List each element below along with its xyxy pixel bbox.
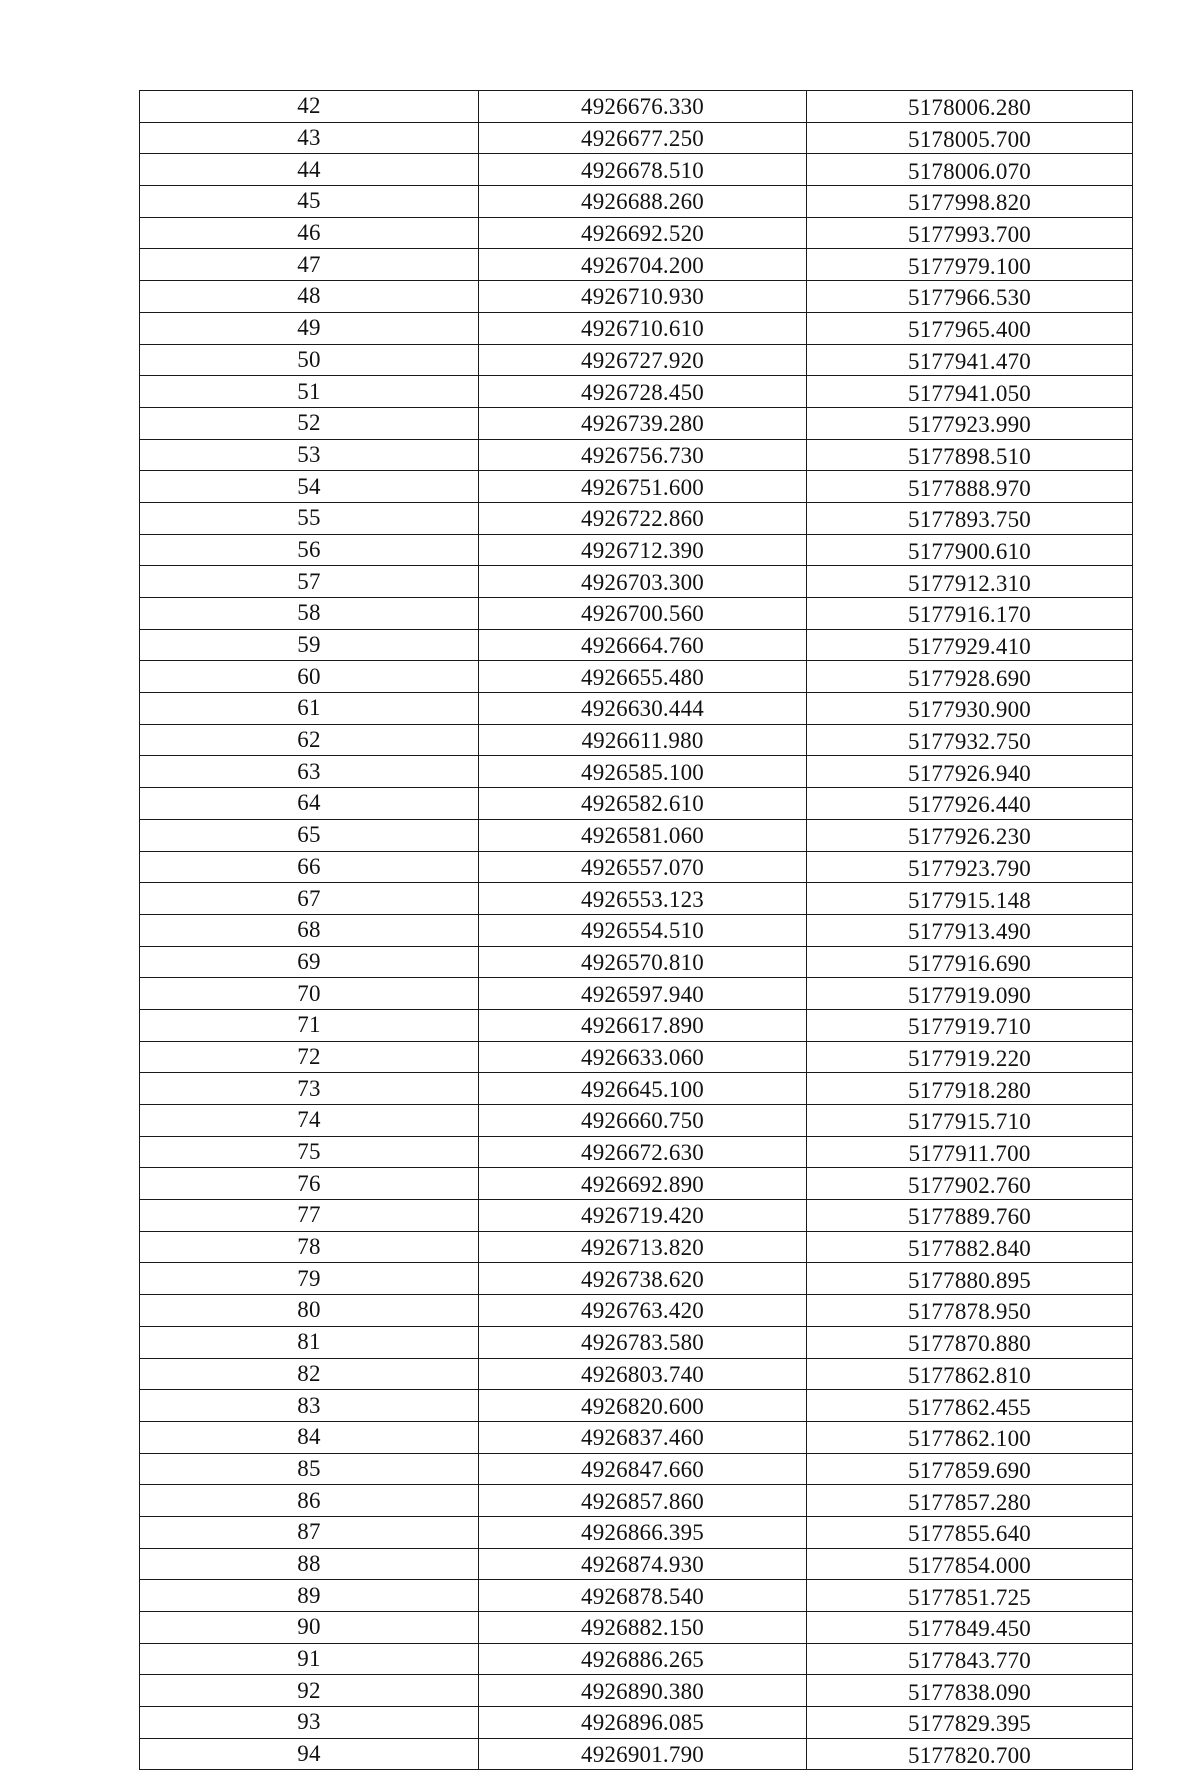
table-row (140, 1421, 1133, 1453)
point-number-cell: 73 (140, 1073, 479, 1105)
table-row (140, 1009, 1133, 1041)
point-number-cell: 65 (140, 819, 479, 851)
point-number-cell: 93 (140, 1707, 479, 1739)
x-coordinate-cell: 4926664.760 (479, 629, 807, 661)
y-coordinate-cell: 5177966.530 (807, 281, 1133, 313)
x-coordinate-cell: 4926597.940 (479, 978, 807, 1010)
y-coordinate-cell: 5177998.820 (807, 186, 1133, 218)
x-coordinate-cell: 4926692.890 (479, 1168, 807, 1200)
x-coordinate-cell: 4926719.420 (479, 1200, 807, 1232)
table-row (140, 1358, 1133, 1390)
x-coordinate-cell: 4926703.300 (479, 566, 807, 598)
table-row (140, 914, 1133, 946)
y-coordinate-cell: 5177919.220 (807, 1041, 1133, 1073)
point-number-cell: 47 (140, 249, 479, 281)
y-coordinate-cell: 5177928.690 (807, 661, 1133, 693)
y-coordinate-cell: 5177893.750 (807, 502, 1133, 534)
x-coordinate-cell: 4926847.660 (479, 1453, 807, 1485)
point-number-cell: 56 (140, 534, 479, 566)
table-row (140, 1516, 1133, 1548)
table-row (140, 439, 1133, 471)
y-coordinate-cell: 5178005.700 (807, 122, 1133, 154)
x-coordinate-cell: 4926553.123 (479, 883, 807, 915)
y-coordinate-cell: 5177851.725 (807, 1580, 1133, 1612)
table-row (140, 1041, 1133, 1073)
table-row (140, 1168, 1133, 1200)
point-number-cell: 80 (140, 1295, 479, 1327)
point-number-cell: 57 (140, 566, 479, 598)
table-row (140, 978, 1133, 1010)
table-row (140, 154, 1133, 186)
y-coordinate-cell: 5177902.760 (807, 1168, 1133, 1200)
x-coordinate-cell: 4926727.920 (479, 344, 807, 376)
y-coordinate-cell: 5177854.000 (807, 1548, 1133, 1580)
x-coordinate-cell: 4926738.620 (479, 1263, 807, 1295)
point-number-cell: 85 (140, 1453, 479, 1485)
point-number-cell: 66 (140, 851, 479, 883)
y-coordinate-cell: 5177919.090 (807, 978, 1133, 1010)
y-coordinate-cell: 5177923.990 (807, 407, 1133, 439)
table-row (140, 312, 1133, 344)
x-coordinate-cell: 4926890.380 (479, 1675, 807, 1707)
table-row (140, 91, 1133, 123)
table-row (140, 629, 1133, 661)
y-coordinate-cell: 5177838.090 (807, 1675, 1133, 1707)
table-row (140, 502, 1133, 534)
point-number-cell: 74 (140, 1105, 479, 1137)
y-coordinate-cell: 5177941.470 (807, 344, 1133, 376)
point-number-cell: 60 (140, 661, 479, 693)
y-coordinate-cell: 5177941.050 (807, 376, 1133, 408)
table-row (140, 471, 1133, 503)
point-number-cell: 68 (140, 914, 479, 946)
table-row (140, 724, 1133, 756)
table-row (140, 1580, 1133, 1612)
x-coordinate-cell: 4926672.630 (479, 1136, 807, 1168)
y-coordinate-cell: 5178006.280 (807, 91, 1133, 123)
point-number-cell: 62 (140, 724, 479, 756)
point-number-cell: 89 (140, 1580, 479, 1612)
y-coordinate-cell: 5177888.970 (807, 471, 1133, 503)
point-number-cell: 63 (140, 756, 479, 788)
y-coordinate-cell: 5177926.940 (807, 756, 1133, 788)
y-coordinate-cell: 5177857.280 (807, 1485, 1133, 1517)
table-row (140, 249, 1133, 281)
x-coordinate-cell: 4926582.610 (479, 788, 807, 820)
table-row (140, 281, 1133, 313)
x-coordinate-cell: 4926866.395 (479, 1516, 807, 1548)
y-coordinate-cell: 5177916.690 (807, 946, 1133, 978)
y-coordinate-cell: 5177843.770 (807, 1643, 1133, 1675)
table-row (140, 1136, 1133, 1168)
y-coordinate-cell: 5177862.455 (807, 1390, 1133, 1422)
point-number-cell: 94 (140, 1738, 479, 1770)
x-coordinate-cell: 4926581.060 (479, 819, 807, 851)
table-row (140, 1263, 1133, 1295)
x-coordinate-cell: 4926676.330 (479, 91, 807, 123)
point-number-cell: 81 (140, 1326, 479, 1358)
y-coordinate-cell: 5177913.490 (807, 914, 1133, 946)
point-number-cell: 45 (140, 186, 479, 218)
table-row (140, 946, 1133, 978)
y-coordinate-cell: 5177979.100 (807, 249, 1133, 281)
point-number-cell: 78 (140, 1231, 479, 1263)
y-coordinate-cell: 5177923.790 (807, 851, 1133, 883)
x-coordinate-cell: 4926585.100 (479, 756, 807, 788)
table-row (140, 1643, 1133, 1675)
x-coordinate-cell: 4926751.600 (479, 471, 807, 503)
point-number-cell: 71 (140, 1009, 479, 1041)
table-row (140, 122, 1133, 154)
x-coordinate-cell: 4926660.750 (479, 1105, 807, 1137)
point-number-cell: 52 (140, 407, 479, 439)
point-number-cell: 55 (140, 502, 479, 534)
table-row (140, 376, 1133, 408)
coordinates-table-body (140, 91, 1133, 1770)
point-number-cell: 79 (140, 1263, 479, 1295)
point-number-cell: 87 (140, 1516, 479, 1548)
x-coordinate-cell: 4926713.820 (479, 1231, 807, 1263)
table-row (140, 1707, 1133, 1739)
table-row (140, 883, 1133, 915)
y-coordinate-cell: 5177898.510 (807, 439, 1133, 471)
y-coordinate-cell: 5177993.700 (807, 217, 1133, 249)
y-coordinate-cell: 5177930.900 (807, 693, 1133, 725)
y-coordinate-cell: 5177829.395 (807, 1707, 1133, 1739)
table-row (140, 1231, 1133, 1263)
table-row (140, 1295, 1133, 1327)
coordinates-table (139, 90, 1133, 1770)
x-coordinate-cell: 4926557.070 (479, 851, 807, 883)
x-coordinate-cell: 4926739.280 (479, 407, 807, 439)
y-coordinate-cell: 5177915.710 (807, 1105, 1133, 1137)
x-coordinate-cell: 4926570.810 (479, 946, 807, 978)
point-number-cell: 61 (140, 693, 479, 725)
table-row (140, 756, 1133, 788)
x-coordinate-cell: 4926554.510 (479, 914, 807, 946)
table-row (140, 788, 1133, 820)
x-coordinate-cell: 4926704.200 (479, 249, 807, 281)
point-number-cell: 92 (140, 1675, 479, 1707)
point-number-cell: 75 (140, 1136, 479, 1168)
y-coordinate-cell: 5177912.310 (807, 566, 1133, 598)
x-coordinate-cell: 4926633.060 (479, 1041, 807, 1073)
x-coordinate-cell: 4926710.610 (479, 312, 807, 344)
y-coordinate-cell: 5177862.100 (807, 1421, 1133, 1453)
point-number-cell: 69 (140, 946, 479, 978)
point-number-cell: 67 (140, 883, 479, 915)
y-coordinate-cell: 5177911.700 (807, 1136, 1133, 1168)
table-row (140, 1612, 1133, 1644)
x-coordinate-cell: 4926700.560 (479, 598, 807, 630)
table-row (140, 1105, 1133, 1137)
y-coordinate-cell: 5177880.895 (807, 1263, 1133, 1295)
y-coordinate-cell: 5177859.690 (807, 1453, 1133, 1485)
point-number-cell: 48 (140, 281, 479, 313)
table-row (140, 344, 1133, 376)
table-row (140, 851, 1133, 883)
x-coordinate-cell: 4926896.085 (479, 1707, 807, 1739)
point-number-cell: 58 (140, 598, 479, 630)
x-coordinate-cell: 4926692.520 (479, 217, 807, 249)
y-coordinate-cell: 5177919.710 (807, 1009, 1133, 1041)
x-coordinate-cell: 4926803.740 (479, 1358, 807, 1390)
y-coordinate-cell: 5177965.400 (807, 312, 1133, 344)
x-coordinate-cell: 4926901.790 (479, 1738, 807, 1770)
point-number-cell: 43 (140, 122, 479, 154)
x-coordinate-cell: 4926874.930 (479, 1548, 807, 1580)
x-coordinate-cell: 4926712.390 (479, 534, 807, 566)
x-coordinate-cell: 4926763.420 (479, 1295, 807, 1327)
y-coordinate-cell: 5177855.640 (807, 1516, 1133, 1548)
table-row (140, 1485, 1133, 1517)
point-number-cell: 59 (140, 629, 479, 661)
x-coordinate-cell: 4926886.265 (479, 1643, 807, 1675)
point-number-cell: 64 (140, 788, 479, 820)
table-row (140, 534, 1133, 566)
y-coordinate-cell: 5178006.070 (807, 154, 1133, 186)
x-coordinate-cell: 4926655.480 (479, 661, 807, 693)
point-number-cell: 77 (140, 1200, 479, 1232)
x-coordinate-cell: 4926722.860 (479, 502, 807, 534)
x-coordinate-cell: 4926728.450 (479, 376, 807, 408)
table-row (140, 661, 1133, 693)
table-row (140, 217, 1133, 249)
point-number-cell: 42 (140, 91, 479, 123)
point-number-cell: 44 (140, 154, 479, 186)
x-coordinate-cell: 4926678.510 (479, 154, 807, 186)
point-number-cell: 84 (140, 1421, 479, 1453)
point-number-cell: 51 (140, 376, 479, 408)
y-coordinate-cell: 5177926.440 (807, 788, 1133, 820)
x-coordinate-cell: 4926783.580 (479, 1326, 807, 1358)
y-coordinate-cell: 5177878.950 (807, 1295, 1133, 1327)
point-number-cell: 70 (140, 978, 479, 1010)
table-row (140, 1073, 1133, 1105)
x-coordinate-cell: 4926688.260 (479, 186, 807, 218)
y-coordinate-cell: 5177862.810 (807, 1358, 1133, 1390)
y-coordinate-cell: 5177820.700 (807, 1738, 1133, 1770)
table-row (140, 1200, 1133, 1232)
x-coordinate-cell: 4926645.100 (479, 1073, 807, 1105)
point-number-cell: 53 (140, 439, 479, 471)
table-row (140, 1738, 1133, 1770)
x-coordinate-cell: 4926617.890 (479, 1009, 807, 1041)
x-coordinate-cell: 4926882.150 (479, 1612, 807, 1644)
x-coordinate-cell: 4926710.930 (479, 281, 807, 313)
table-row (140, 819, 1133, 851)
table-row (140, 598, 1133, 630)
y-coordinate-cell: 5177915.148 (807, 883, 1133, 915)
x-coordinate-cell: 4926611.980 (479, 724, 807, 756)
y-coordinate-cell: 5177870.880 (807, 1326, 1133, 1358)
y-coordinate-cell: 5177889.760 (807, 1200, 1133, 1232)
x-coordinate-cell: 4926878.540 (479, 1580, 807, 1612)
x-coordinate-cell: 4926857.860 (479, 1485, 807, 1517)
point-number-cell: 54 (140, 471, 479, 503)
y-coordinate-cell: 5177929.410 (807, 629, 1133, 661)
point-number-cell: 83 (140, 1390, 479, 1422)
table-row (140, 1453, 1133, 1485)
y-coordinate-cell: 5177926.230 (807, 819, 1133, 851)
point-number-cell: 90 (140, 1612, 479, 1644)
point-number-cell: 88 (140, 1548, 479, 1580)
point-number-cell: 76 (140, 1168, 479, 1200)
point-number-cell: 82 (140, 1358, 479, 1390)
table-row (140, 407, 1133, 439)
table-row (140, 566, 1133, 598)
point-number-cell: 46 (140, 217, 479, 249)
point-number-cell: 49 (140, 312, 479, 344)
table-row (140, 186, 1133, 218)
table-row (140, 1390, 1133, 1422)
x-coordinate-cell: 4926756.730 (479, 439, 807, 471)
y-coordinate-cell: 5177882.840 (807, 1231, 1133, 1263)
y-coordinate-cell: 5177900.610 (807, 534, 1133, 566)
point-number-cell: 86 (140, 1485, 479, 1517)
y-coordinate-cell: 5177849.450 (807, 1612, 1133, 1644)
point-number-cell: 50 (140, 344, 479, 376)
point-number-cell: 91 (140, 1643, 479, 1675)
y-coordinate-cell: 5177916.170 (807, 598, 1133, 630)
point-number-cell: 72 (140, 1041, 479, 1073)
x-coordinate-cell: 4926630.444 (479, 693, 807, 725)
table-row (140, 1326, 1133, 1358)
x-coordinate-cell: 4926837.460 (479, 1421, 807, 1453)
x-coordinate-cell: 4926677.250 (479, 122, 807, 154)
y-coordinate-cell: 5177918.280 (807, 1073, 1133, 1105)
x-coordinate-cell: 4926820.600 (479, 1390, 807, 1422)
table-row (140, 1548, 1133, 1580)
y-coordinate-cell: 5177932.750 (807, 724, 1133, 756)
table-row (140, 693, 1133, 725)
